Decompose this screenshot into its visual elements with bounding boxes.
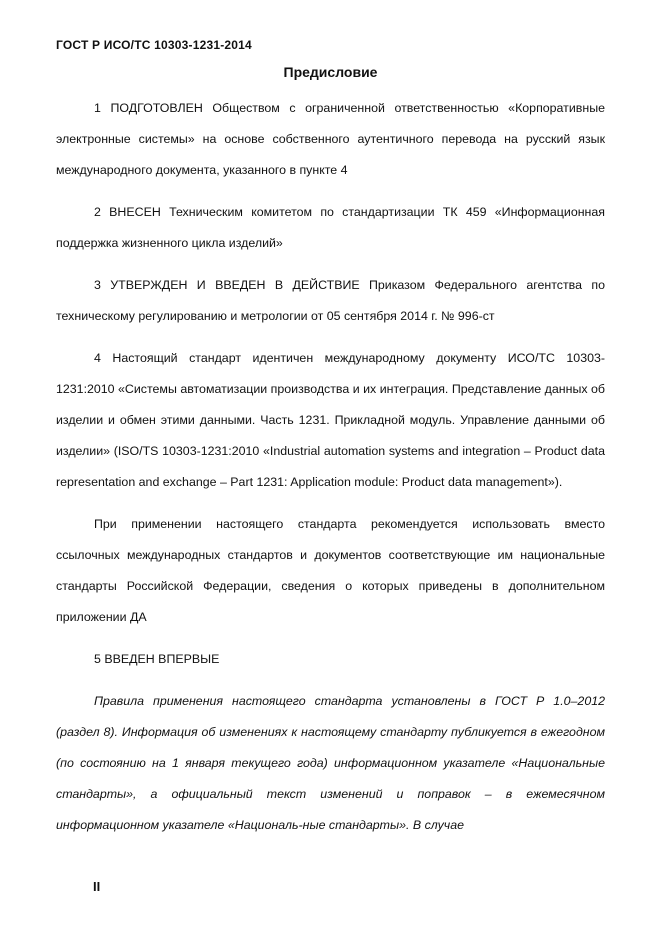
paragraph-1-prepared: 1 ПОДГОТОВЛЕН Обществом с ограниченной ответственностью «Корпоративные электронные системы» на основе собственного аутентичного перевода на русский язык международного документа, указанного в пункте 4 xyxy=(56,101,605,177)
paragraph-application-rules: Правила применения настоящего стандарта установлены в ГОСТ Р 1.0–2012 (раздел 8). Информация об изменениях к настоящему стандарту публикуется в ежегодном (по состоянию на 1 января текущего года) информационном указателе «Национальные стандарты», а официальный текст изменений и поправок – в ежемесячном информационном указателе «Националь-ные стандарты». В случае xyxy=(56,694,605,832)
paragraph-5-introduced: 5 ВВЕДЕН ВПЕРВЫЕ xyxy=(94,652,220,666)
foreword-body xyxy=(56,93,605,841)
paragraph-2-submitted: 2 ВНЕСЕН Техническим комитетом по стандартизации ТК 459 «Информационная поддержка жизненного цикла изделий» xyxy=(56,205,605,250)
page-number: II xyxy=(93,879,101,894)
paragraph-reference-note: При применении настоящего стандарта рекомендуется использовать вместо ссылочных международных стандартов и документов соответствующие им национальные стандарты Российской Федерации, сведения о которых приведены в дополнительном приложении ДА xyxy=(56,517,605,624)
section-title-foreword: Предисловие xyxy=(283,64,378,80)
paragraph-4-identical-standard: 4 Настоящий стандарт идентичен международному документу ИСО/ТС 10303-1231:2010 «Системы автоматизации производства и их интеграция. Представление данных об изделии и обмен этими данными. Часть 1231. Прикладной модуль. Управление данными об изделии» (ISO/TS 10303-1231:2010 «Industrial automation systems and integration – Product data representation and exchange – Part 1231: Application module: Product data management»). xyxy=(56,351,605,489)
paragraph-3-approved: 3 УТВЕРЖДЕН И ВВЕДЕН В ДЕЙСТВИЕ Приказом Федерального агентства по техническому регулированию и метрологии от 05 сентября 2014 г. № 996-ст xyxy=(56,278,605,323)
document-header-standard-id: ГОСТ Р ИСО/ТС 10303-1231-2014 xyxy=(56,38,252,52)
